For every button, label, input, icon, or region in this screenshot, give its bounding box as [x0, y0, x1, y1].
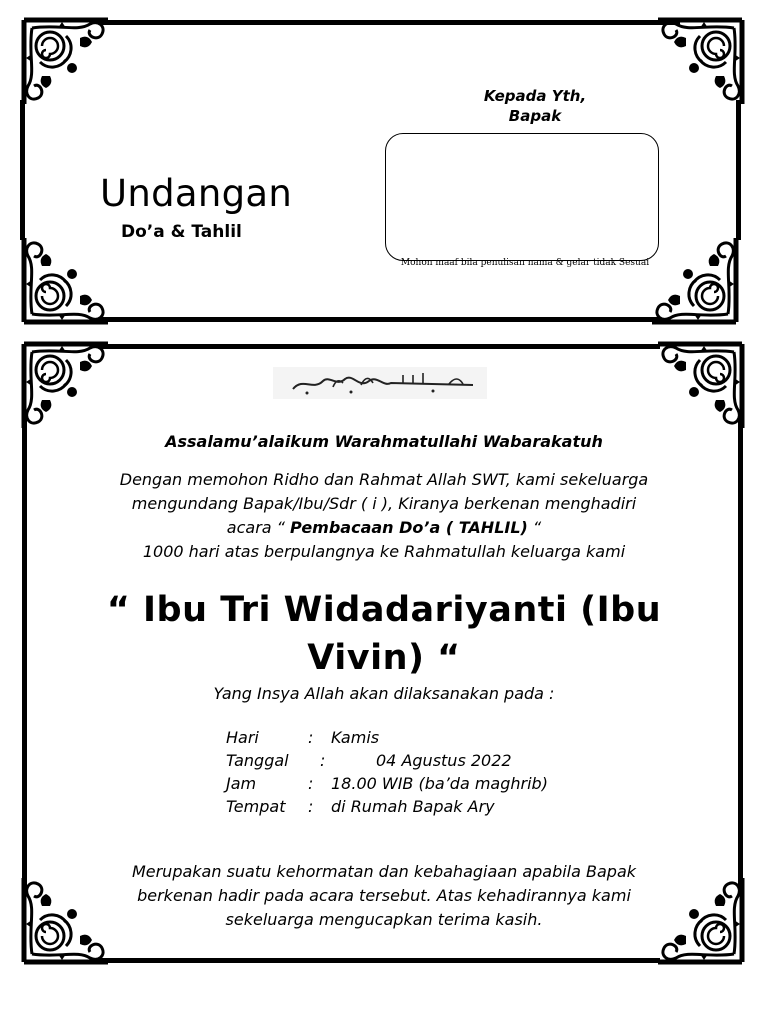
event-name: Pembacaan Do’a ( TAHLIL) — [290, 518, 528, 537]
schedule-separator: : — [308, 774, 314, 793]
card-frame-top — [100, 344, 660, 349]
envelope-frame-top — [100, 20, 680, 25]
deceased-name — [40, 586, 728, 682]
schedule-separator: : — [308, 728, 314, 747]
ornament-corner-icon — [18, 232, 114, 328]
card-frame-right — [738, 420, 743, 890]
ornament-corner-icon — [652, 14, 748, 110]
schedule-separator: : — [320, 751, 326, 770]
schedule-value: di Rumah Bapak Ary — [331, 797, 495, 816]
intro-line-1: Dengan memohon Ridho dan Rahmat Allah SWT, kami sekeluarga — [119, 470, 649, 489]
ornament-corner-icon — [18, 338, 114, 434]
closing-line-2: berkenan hadir pada acara tersebut. Atas kehadirannya kami — [137, 886, 631, 905]
envelope-frame-right — [736, 100, 741, 240]
recipient-line-2: Bapak — [508, 107, 562, 125]
intro-line-3 — [40, 516, 728, 540]
schedule-label: Tanggal — [226, 751, 289, 770]
schedule-value: 18.00 WIB (ba’da maghrib) — [331, 774, 548, 793]
card-frame-left — [22, 420, 27, 890]
closing-line-3: sekeluarga mengucapkan terima kasih. — [225, 910, 543, 929]
envelope-frame-left — [20, 100, 25, 240]
ornament-corner-icon — [652, 338, 748, 434]
envelope-title: Undangan — [100, 172, 293, 215]
deceased-name-line-2: Vivin) “ — [307, 638, 461, 678]
schedule-separator: : — [308, 797, 314, 816]
invitation-intro — [40, 468, 728, 564]
intro-line-3-post: “ — [527, 518, 542, 537]
envelope-frame-bottom — [100, 317, 660, 322]
schedule-intro: Yang Insya Allah akan dilaksanakan pada : — [213, 684, 555, 703]
schedule-label: Jam — [226, 774, 257, 793]
schedule-value: Kamis — [331, 728, 380, 747]
greeting: Assalamu’alaikum Warahmatullahi Wabarakatuh — [165, 432, 603, 451]
schedule-label: Hari — [226, 728, 259, 747]
ornament-corner-icon — [18, 14, 114, 110]
card-frame-bottom — [100, 958, 660, 963]
schedule-label: Tempat — [226, 797, 286, 816]
intro-line-4: 1000 hari atas berpulangnya ke Rahmatullah keluarga kami — [142, 542, 626, 561]
recipient-heading — [440, 86, 630, 126]
recipient-name-box — [385, 133, 659, 261]
schedule-value: 04 Agustus 2022 — [376, 751, 512, 770]
name-apology-note: Mohon maaf bila penulisan nama & gelar tidak Sesuai — [400, 258, 650, 268]
intro-line-2: mengundang Bapak/Ibu/Sdr ( i ), Kiranya berkenan menghadiri — [131, 494, 637, 513]
ornament-corner-icon — [646, 232, 742, 328]
closing-line-1: Merupakan suatu kehormatan dan kebahagiaan apabila Bapak — [131, 862, 637, 881]
intro-line-3-pre: acara “ — [226, 518, 291, 537]
deceased-name-line-1: “ Ibu Tri Widadariyanti (Ibu — [106, 590, 662, 630]
bismillah-calligraphy-icon — [273, 367, 487, 399]
closing-text — [40, 860, 728, 932]
recipient-line-1: Kepada Yth, — [483, 87, 587, 105]
envelope-subtitle: Do’a & Tahlil — [121, 222, 242, 242]
